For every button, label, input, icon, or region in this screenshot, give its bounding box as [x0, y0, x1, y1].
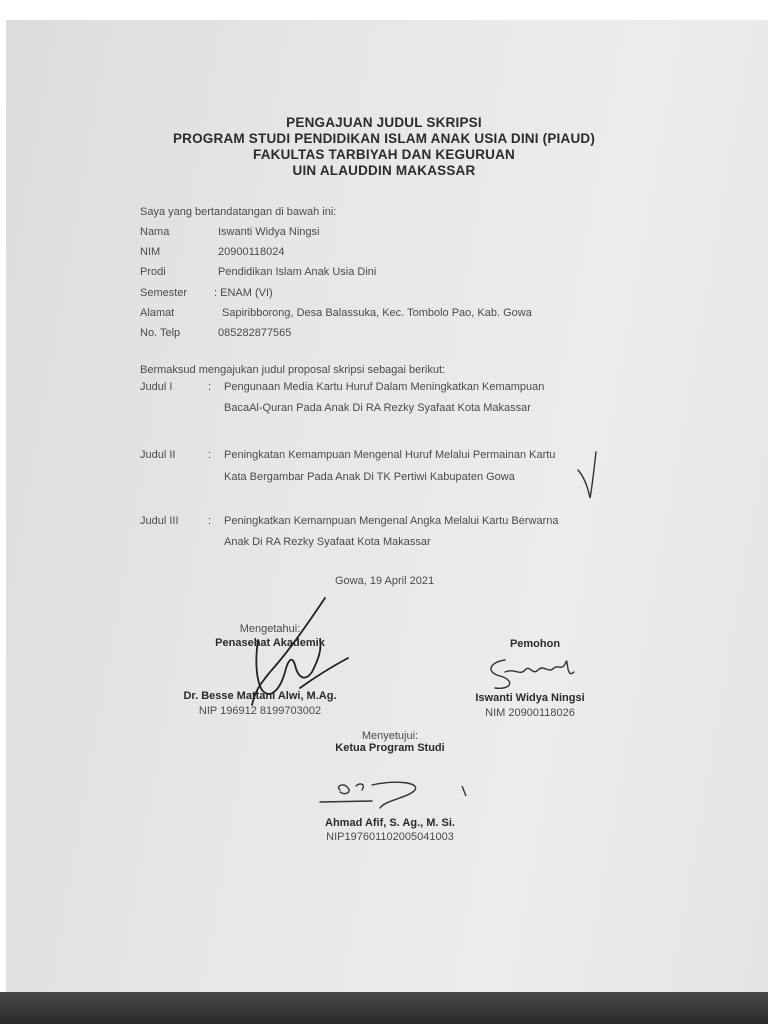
field-label-semester: Semester [140, 287, 188, 299]
judul-3-sep: : [208, 515, 212, 527]
advisor-role: Penasehat Akademik [215, 637, 325, 649]
field-label-prodi: Prodi [140, 266, 166, 278]
judul-1-line-1: Pengunaan Media Kartu Huruf Dalam Meningkatkan Kemampuan [224, 381, 545, 393]
judul-1-line-2: BacaAl-Quran Pada Anak Di RA Rezky Syafaat Kota Makassar [224, 402, 531, 414]
field-label-telp: No. Telp [140, 327, 181, 339]
field-value-prodi: Pendidikan Islam Anak Usia Dini [218, 266, 377, 278]
approver-name: Ahmad Afif, S. Ag., M. Si. [325, 817, 455, 829]
judul-2-sep: : [208, 449, 212, 461]
approver-heading: Menyetujui: [361, 730, 419, 742]
advisor-name: Dr. Besse Mattani Alwi, M.Ag. [183, 690, 337, 702]
doc-university: UIN ALAUDDIN MAKASSAR [292, 163, 476, 178]
field-value-nim: 20900118024 [218, 246, 285, 258]
judul-1-sep: : [208, 381, 212, 393]
field-label-alamat: Alamat [140, 307, 175, 319]
field-value-nama: Iswanti Widya Ningsi [218, 226, 320, 238]
applicant-signature [491, 660, 574, 688]
doc-faculty: FAKULTAS TARBIYAH DAN KEGURUAN [253, 147, 515, 162]
advisor-signature [252, 598, 348, 705]
field-value-telp: 085282877565 [218, 327, 292, 339]
field-label-nim: NIM [140, 246, 161, 258]
check-mark-judul-2 [578, 452, 596, 498]
doc-title: PENGAJUAN JUDUL SKRIPSI [286, 115, 482, 130]
purpose-text: Bermaksud mengajukan judul proposal skripsi sebagai berikut: [140, 364, 446, 376]
judul-3-label: Judul III [140, 515, 179, 527]
judul-2-label: Judul II [140, 449, 176, 461]
approver-nip: NIP197601102005041003 [326, 831, 454, 843]
judul-2-line-2: Kata Bergambar Pada Anak Di TK Pertiwi Kabupaten Gowa [224, 471, 515, 483]
approver-signature-stroke [462, 786, 466, 796]
approver-role: Ketua Program Studi [335, 742, 445, 754]
judul-2-line-1: Peningkatan Kemampuan Mengenal Huruf Melalui Permainan Kartu [224, 449, 556, 461]
field-label-nama: Nama [140, 226, 170, 238]
judul-3-line-2: Anak Di RA Rezky Syafaat Kota Makassar [224, 536, 431, 548]
field-value-semester: : ENAM (VI) [214, 287, 273, 299]
applicant-name: Iswanti Widya Ningsi [475, 692, 585, 704]
advisor-heading: Mengetahui: [239, 623, 301, 635]
doc-program: PROGRAM STUDI PENDIDIKAN ISLAM ANAK USIA DINI (PIAUD) [172, 131, 596, 146]
judul-3-line-1: Peningkatkan Kemampuan Mengenal Angka Melalui Kartu Berwarna [224, 515, 559, 527]
approver-signature [320, 782, 416, 808]
field-value-alamat: Sapiribborong, Desa Balassuka, Kec. Tombolo Pao, Kab. Gowa [222, 307, 532, 319]
advisor-nip: NIP 196912 8199703002 [198, 705, 322, 717]
intro-text: Saya yang bertandatangan di bawah ini: [140, 206, 337, 218]
applicant-role: Pemohon [509, 638, 561, 650]
applicant-nim: NIM 20900118026 [485, 707, 575, 719]
place-date: Gowa, 19 April 2021 [335, 575, 435, 587]
judul-1-label: Judul I [140, 381, 173, 393]
